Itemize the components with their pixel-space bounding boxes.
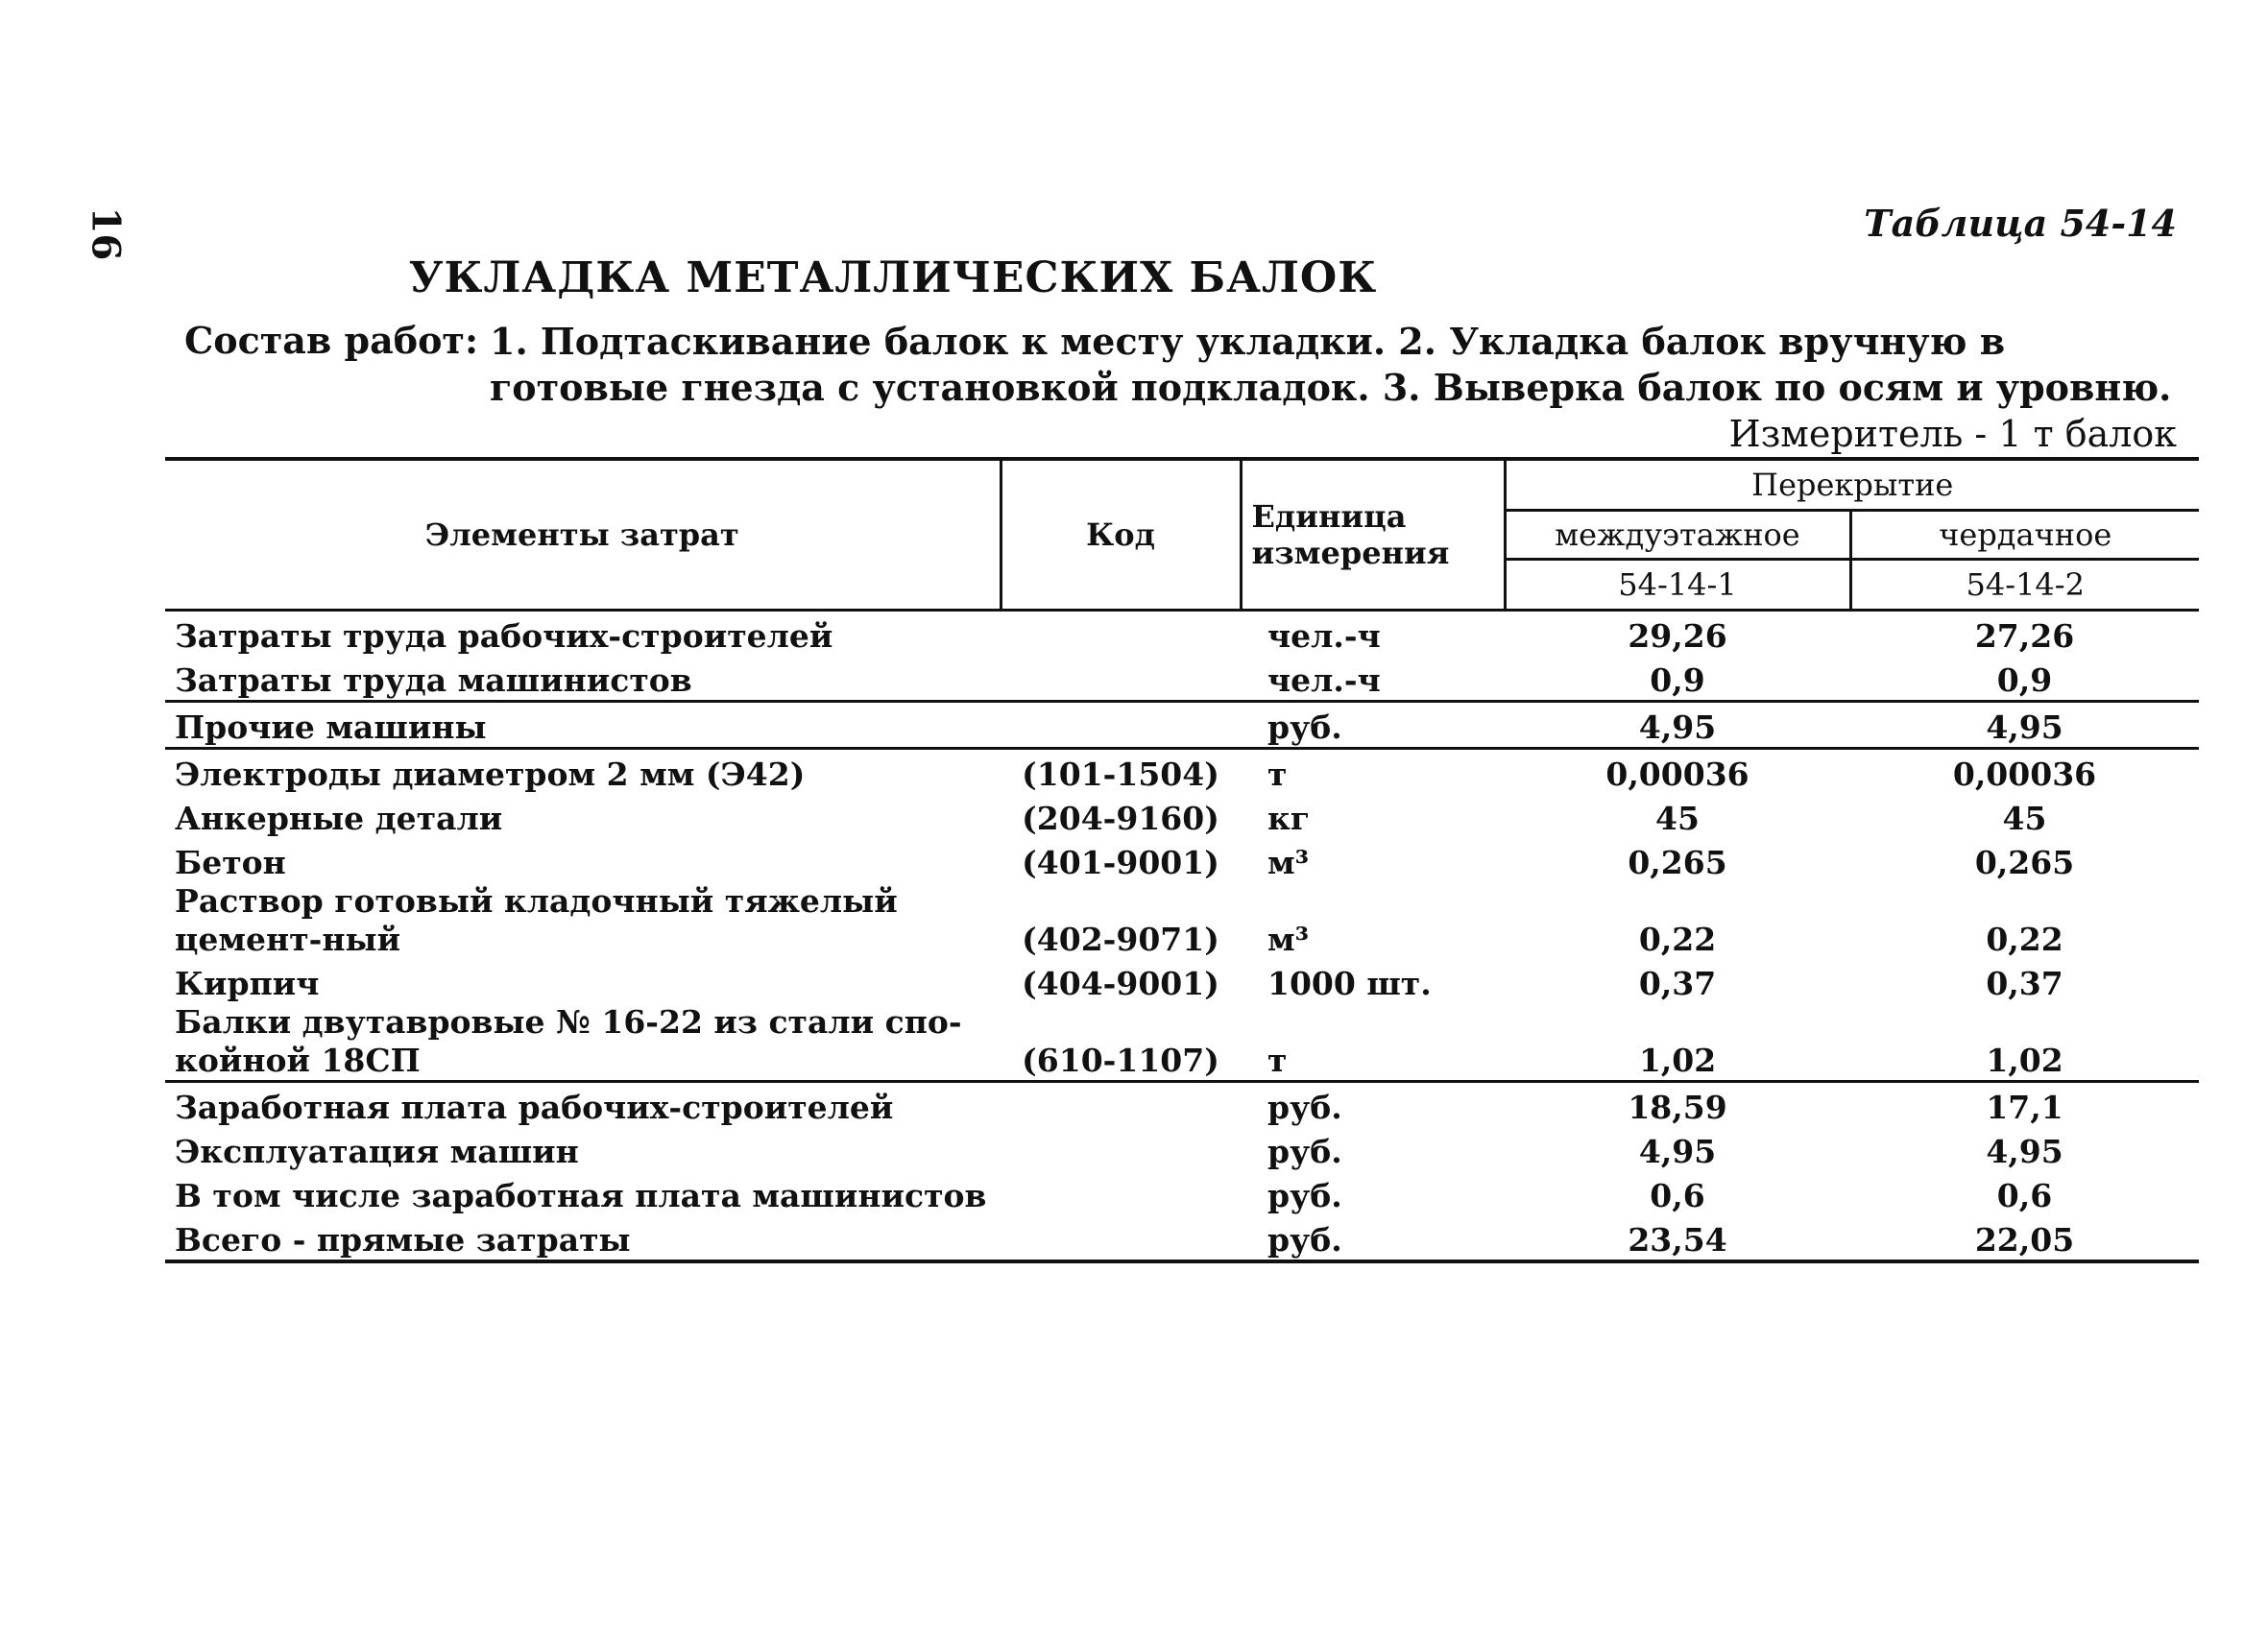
row-unit: руб.	[1267, 1133, 1342, 1170]
table-label: Таблица 54-14	[1864, 202, 2177, 245]
row-code	[1001, 1215, 1241, 1261]
work-composition-label: Состав работ:	[184, 319, 478, 362]
header-code1: 54-14-1	[1505, 560, 1850, 611]
table-row	[165, 702, 2199, 749]
row-name: Эксплуатация машин	[175, 1133, 579, 1170]
row-name: Балки двутавровые № 16-22 из стали спо-койной 18СП	[175, 1003, 962, 1079]
row-unit: кг	[1267, 800, 1311, 837]
table-row	[165, 794, 2199, 838]
row-value-2: 1,02	[1986, 1042, 2063, 1079]
table-row	[165, 1171, 2199, 1215]
row-code: (401-9001)	[1022, 844, 1219, 881]
row-unit: руб.	[1267, 1177, 1342, 1214]
row-code	[1001, 1082, 1241, 1128]
row-unit: м³	[1267, 921, 1310, 958]
row-code	[1001, 1127, 1241, 1171]
row-code	[1001, 611, 1241, 657]
row-unit: чел.-ч	[1267, 617, 1381, 655]
row-value-1: 0,265	[1628, 844, 1727, 881]
row-code: (610-1107)	[1022, 1042, 1219, 1079]
row-value-1: 4,95	[1505, 702, 1850, 749]
row-name: Электроды диаметром 2 мм (Э42)	[165, 749, 1001, 795]
header-elements: Элементы затрат	[165, 459, 1001, 611]
row-value-2: 0,6	[1996, 1177, 2053, 1214]
row-unit: руб.	[1241, 702, 1505, 749]
row-value-2: 0,265	[1974, 844, 2075, 881]
header-col1: междуэтажное	[1505, 511, 1850, 560]
cost-table	[165, 457, 2199, 1263]
header-code: Код	[1001, 459, 1241, 611]
unit-of-measure: Измеритель - 1 т балок	[1728, 413, 2177, 455]
row-value-2: 17,1	[1850, 1082, 2199, 1128]
row-name: Бетон	[175, 844, 286, 881]
row-name: Заработная плата рабочих-строителей	[165, 1082, 1001, 1128]
row-name: Затраты труда рабочих-строителей	[175, 617, 833, 655]
table-row	[165, 1127, 2199, 1171]
table-row	[165, 611, 2199, 657]
row-value-2: 0,00036	[1850, 749, 2199, 795]
row-value-2: 0,9	[1996, 661, 2053, 699]
row-value-1: 0,00036	[1505, 749, 1850, 795]
row-name: Всего - прямые затраты	[165, 1215, 1001, 1261]
table-row	[165, 838, 2199, 882]
row-unit: м³	[1267, 844, 1310, 881]
table-row	[165, 656, 2199, 702]
table-row	[165, 749, 2199, 795]
page-title: УКЛАДКА МЕТАЛЛИЧЕСКИХ БАЛОК	[408, 253, 1378, 302]
row-code: (404-9001)	[1022, 965, 1219, 1002]
row-value-1: 1,02	[1638, 1042, 1717, 1079]
row-unit: руб.	[1241, 1082, 1505, 1128]
row-value-1: 0,9	[1650, 661, 1705, 699]
row-value-1: 23,54	[1505, 1215, 1850, 1261]
row-value-2: 22,05	[1850, 1215, 2199, 1261]
row-value-2: 27,26	[1974, 617, 2075, 655]
page-number: 16	[83, 206, 129, 261]
row-unit: т	[1241, 749, 1505, 795]
row-name: Раствор готовый кладочный тяжелый цемент-ный	[175, 882, 898, 958]
row-code	[1001, 702, 1241, 749]
row-code: (101-1504)	[1001, 749, 1241, 795]
row-unit: 1000 шт.	[1267, 965, 1432, 1002]
row-name: Анкерные детали	[175, 800, 503, 837]
row-value-2: 45	[2002, 800, 2047, 837]
row-name: В том числе заработная плата машинистов	[175, 1177, 987, 1214]
row-unit: руб.	[1241, 1215, 1505, 1261]
table-row	[165, 959, 2199, 1003]
row-value-1: 29,26	[1628, 617, 1727, 655]
row-unit: т	[1267, 1042, 1288, 1079]
row-value-1: 45	[1655, 800, 1700, 837]
row-unit: чел.-ч	[1267, 661, 1381, 699]
row-code: (402-9071)	[1022, 921, 1219, 958]
row-code	[1001, 1171, 1241, 1215]
work-composition-text: 1. Подтаскивание балок к месту укладки. 2. Укладка балок вручную в готовые гнезда с установкой подкладок. 3. Выверка балок по осям и уровню.	[490, 320, 2172, 409]
header-col2: чердачное	[1850, 511, 2199, 560]
header-unit: Единица измерения	[1241, 459, 1505, 611]
table-row	[165, 882, 2199, 959]
header-code2: 54-14-2	[1850, 560, 2199, 611]
row-name: Затраты труда машинистов	[175, 661, 692, 699]
row-value-1: 0,22	[1638, 921, 1717, 958]
row-value-2: 4,95	[1850, 702, 2199, 749]
row-value-2: 0,37	[1986, 965, 2063, 1002]
row-value-2: 4,95	[1986, 1133, 2063, 1170]
row-name: Прочие машины	[165, 702, 1001, 749]
table-row	[165, 1082, 2199, 1128]
table-row	[165, 1003, 2199, 1082]
row-code: (204-9160)	[1022, 800, 1219, 837]
row-value-2: 0,22	[1986, 921, 2063, 958]
row-value-1: 18,59	[1505, 1082, 1850, 1128]
row-value-1: 0,6	[1650, 1177, 1705, 1214]
row-name: Кирпич	[175, 965, 320, 1002]
table-row	[165, 1215, 2199, 1261]
header-group: Перекрытие	[1505, 459, 2199, 511]
row-value-1: 4,95	[1638, 1133, 1717, 1170]
row-value-1: 0,37	[1638, 965, 1717, 1002]
row-code	[1001, 656, 1241, 702]
